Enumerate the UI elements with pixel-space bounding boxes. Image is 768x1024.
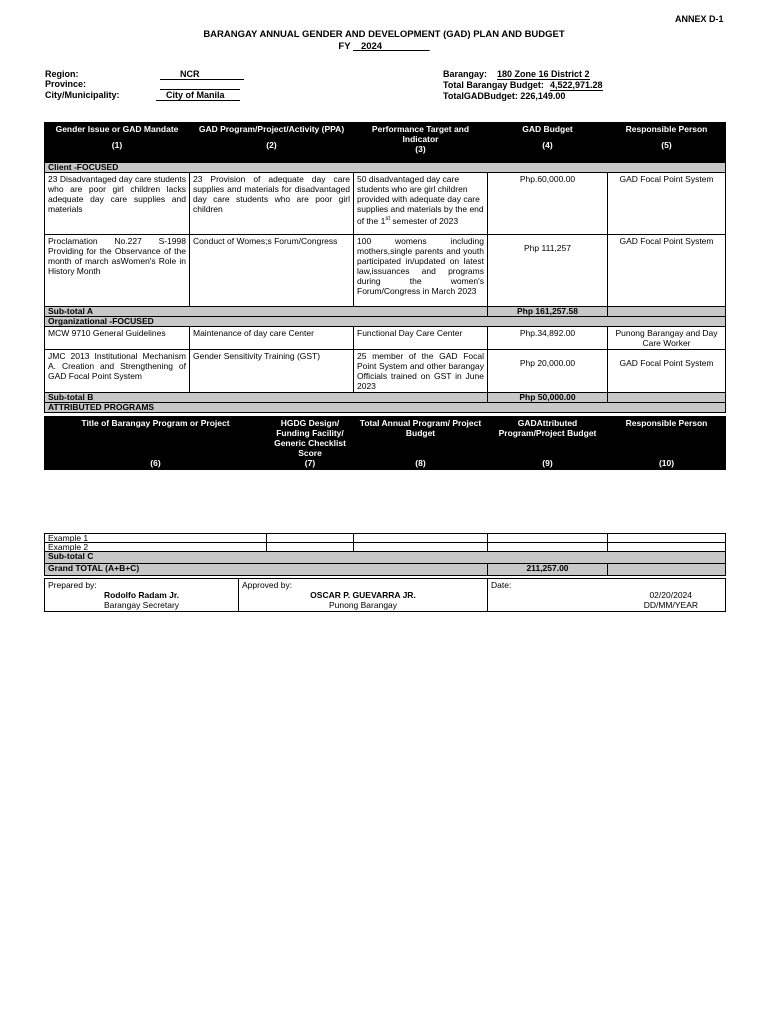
example-2: Example 2 [45,543,267,552]
date-value: 02/20/2024 [649,590,692,600]
cell-target: 100 womens including mothers,single parents and youth participated in/updated on latest law,issuances and programs during the women's Forum/Congress in March 2023 [354,235,488,307]
fy-value: 2024 [360,41,383,52]
date-block [488,579,726,612]
cell-target: Functional Day Care Center [354,327,488,350]
approved-label: Approved by: [242,580,293,590]
header-performance: Performance Target and Indicator (3) [354,123,488,163]
approved-name: OSCAR P. GUEVARRA JR. [310,590,416,600]
grand-total-value: 211,257.00 [488,564,608,576]
cell-person: GAD Focal Point System [608,173,726,235]
header-total-annual: Total Annual Program/ Project Budget (8) [354,417,488,470]
table-row [45,543,726,552]
attributed-header-table [44,416,726,470]
header-title-program: Title of Barangay Program or Project (6) [45,417,267,470]
prepared-label: Prepared by: [48,580,97,590]
cell-ppa: Conduct of Womes;s Forum/Congress [190,235,354,307]
cell-person: GAD Focal Point System [608,350,726,393]
cell-person: GAD Focal Point System [608,235,726,307]
table-row [45,235,726,307]
cell-person: Punong Barangay and Day Care Worker [608,327,726,350]
region-label: Region: [45,69,79,79]
table-row [45,173,726,235]
cell-budget: Php.60,000.00 [488,173,608,235]
cell-issue: MCW 9710 General Guidelines [45,327,190,350]
cell-target: 25 member of the GAD Focal Point System and other barangay Officials trained on GST in June 2023 [354,350,488,393]
grand-total-row: Grand TOTAL (A+B+C) 211,257.00 [45,564,726,576]
cell-budget: Php.34,892.00 [488,327,608,350]
section-client-focused: Client -FOCUSED [45,163,726,173]
subtotal-a-row: Sub-total A Php 161,257.58 [45,307,726,317]
table-row [45,534,726,543]
header-ppa: GAD Program/Project/Activity (PPA) (2) [190,123,354,163]
signature-table [44,578,726,612]
subtotal-a-value: Php 161,257.58 [488,307,608,317]
header-gender-issue: Gender Issue or GAD Mandate (1) [45,123,190,163]
attributed-body-table [44,533,726,576]
cell-issue: JMC 2013 Institutional Mechanism A. Creation and Strengthening of GAD Focal Point System [45,350,190,393]
prepared-by-block [45,579,239,612]
example-1: Example 1 [45,534,267,543]
barangay-value: 180 Zone 16 District 2 [497,69,590,79]
province-label: Province: [45,79,87,89]
date-label: Date: [491,580,512,590]
section-org-focused: Organizational -FOCUSED [45,317,726,327]
barangay-label: Barangay: [443,69,488,79]
subtotal-c-row: Sub-total C [45,552,726,564]
cell-ppa: Gender Sensitivity Training (GST) [190,350,354,393]
cell-issue: Proclamation No.227 S-1998 Providing for the Observance of the month of march asWomen's Role in History Month [45,235,190,307]
cell-budget: Php 20,000.00 [488,350,608,393]
cell-target: 50 disadvantaged day care students who are girl children provided with adequate day care supplies and materials by the end of the 1st semester of 2023 [354,173,488,235]
section-attributed: ATTRIBUTED PROGRAMS [45,403,726,413]
cell-budget: Php 111,257 [488,235,608,307]
city-label: City/Municipality: [45,90,120,100]
fy-label: FY [338,41,351,52]
cell-issue: 23 Disadvantaged day care students who are poor girl children lacks adequate day care supplies and materials [45,173,190,235]
header-hgdg: HGDG Design/ Funding Facility/ Generic Checklist Score (7) [267,417,354,470]
approved-by-block [239,579,488,612]
prepared-name: Rodolfo Radam Jr. [103,590,180,600]
header-gad-attributed: GADAttributed Program/Project Budget (9) [488,417,608,470]
prepared-title: Barangay Secretary [103,600,180,610]
region-value: NCR [160,69,244,80]
annex-label: ANNEX D-1 [675,14,724,24]
attributed-header-row [45,417,726,470]
signature-row [45,579,726,612]
header-responsible: Responsible Person (5) [608,123,726,163]
city-value: City of Manila [156,90,240,101]
table-row [45,350,726,393]
province-value [160,79,240,90]
approved-title: Punong Barangay [328,600,398,610]
document-title [0,29,768,53]
table-row [45,327,726,350]
gad-budget-label: TotalGADBudget: 226,149.00 [443,91,566,101]
date-format: DD/MM/YEAR [643,600,698,610]
cell-ppa: Maintenance of day care Center [190,327,354,350]
gad-budget-value: 226,149.00 [520,91,566,101]
cell-ppa: 23 Provision of adequate day care supplies and materials for disadvantaged day care students who are poor girl children [190,173,354,235]
fiscal-year [0,41,768,53]
subtotal-b-row: Sub-total B Php 50,000.00 [45,393,726,403]
total-budget-label: Total Barangay Budget: [443,80,544,90]
header-gad-budget: GAD Budget (4) [488,123,608,163]
subtotal-b-value: Php 50,000.00 [488,393,608,403]
title-text: BARANGAY ANNUAL GENDER AND DEVELOPMENT (GAD) PLAN AND BUDGET [203,29,565,40]
total-budget-value: 4,522,971.28 [550,80,603,90]
header-responsible-attr: Responsible Person (10) [608,417,726,470]
gad-plan-table [44,122,726,413]
table-header-row [45,123,726,163]
